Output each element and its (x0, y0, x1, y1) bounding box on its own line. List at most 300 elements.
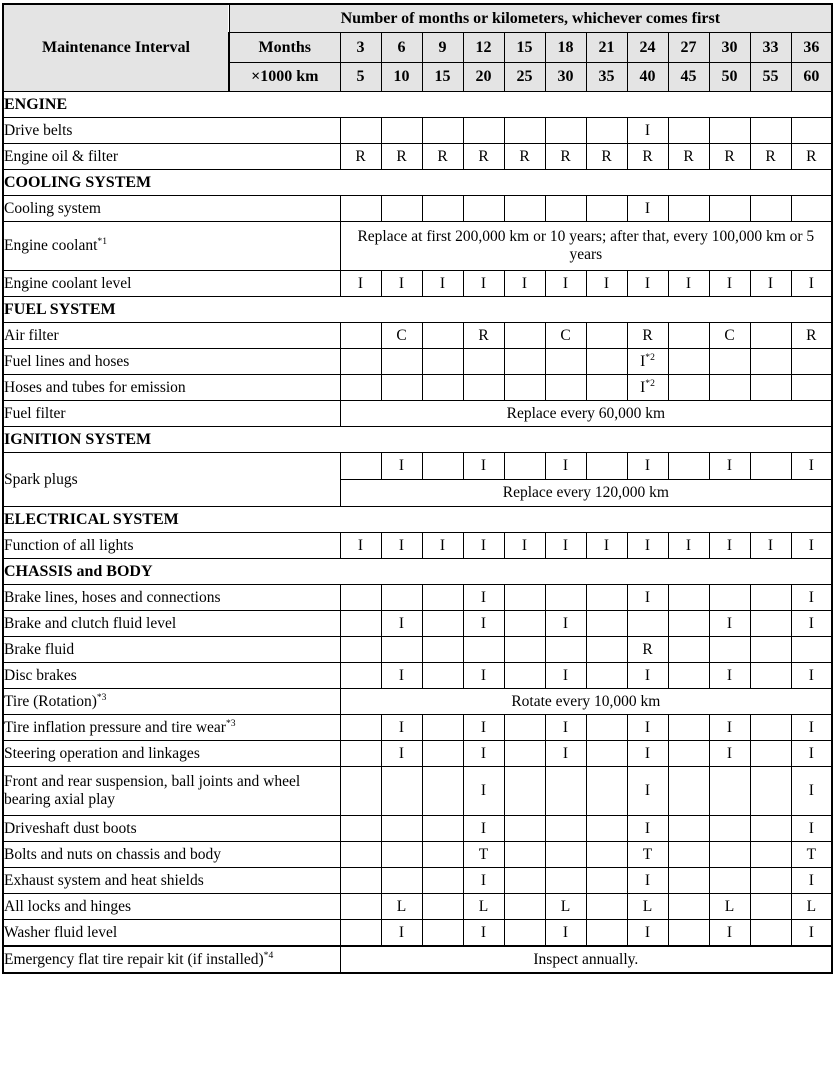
interval-cell (504, 585, 545, 611)
interval-cell: I (586, 533, 627, 559)
interval-cell (340, 868, 381, 894)
table-row (3, 585, 832, 611)
interval-cell (381, 637, 422, 663)
interval-cell: R (709, 144, 750, 170)
interval-cell (586, 894, 627, 920)
interval-cell (504, 375, 545, 401)
table-row (3, 533, 832, 559)
interval-cell (340, 349, 381, 375)
interval-cell: R (504, 144, 545, 170)
interval-cell (709, 375, 750, 401)
interval-cell: I (381, 533, 422, 559)
interval-cell (381, 196, 422, 222)
interval-cell (627, 611, 668, 637)
interval-cell (668, 894, 709, 920)
interval-cell (504, 741, 545, 767)
interval-cell: I (340, 533, 381, 559)
interval-cell (791, 637, 832, 663)
interval-cell: R (668, 144, 709, 170)
row-label: Washer fluid level (3, 920, 340, 947)
table-row (3, 349, 832, 375)
interval-cell (709, 868, 750, 894)
month-value-cell: 15 (504, 33, 545, 63)
interval-cell (381, 585, 422, 611)
interval-cell (709, 767, 750, 816)
interval-cell: I (791, 767, 832, 816)
interval-cell: R (545, 144, 586, 170)
interval-cell: T (627, 842, 668, 868)
interval-cell: I (463, 741, 504, 767)
km-value-cell: 45 (668, 63, 709, 92)
table-row (3, 689, 832, 715)
interval-cell: L (545, 894, 586, 920)
table-row (3, 663, 832, 689)
table-row (3, 920, 832, 947)
section-row (3, 170, 832, 196)
interval-cell: I (791, 585, 832, 611)
interval-cell (504, 816, 545, 842)
interval-cell: I (463, 585, 504, 611)
km-value-cell: 40 (627, 63, 668, 92)
row-label: Emergency flat tire repair kit (if installed)$^{*4}$ (3, 946, 340, 973)
interval-cell (709, 816, 750, 842)
row-label: Brake and clutch fluid level (3, 611, 340, 637)
interval-cell: R (381, 144, 422, 170)
interval-cell (422, 611, 463, 637)
interval-cell (586, 920, 627, 947)
interval-cell (586, 767, 627, 816)
km-label-cell: ×1000 km (229, 63, 340, 92)
table-row (3, 946, 832, 973)
interval-cell (463, 196, 504, 222)
row-label: Front and rear suspension, ball joints and wheel bearing axial play (3, 767, 340, 816)
interval-cell: L (463, 894, 504, 920)
table-row (3, 842, 832, 868)
schedule-body (3, 92, 832, 974)
interval-cell (422, 741, 463, 767)
table-row (3, 868, 832, 894)
interval-cell: I (381, 453, 422, 480)
month-value-cell: 21 (586, 33, 627, 63)
interval-cell: I (791, 741, 832, 767)
section-label: COOLING SYSTEM (3, 170, 832, 196)
interval-cell: I (791, 663, 832, 689)
interval-cell (668, 611, 709, 637)
interval-cell (750, 196, 791, 222)
km-value-cell: 15 (422, 63, 463, 92)
interval-note-cell: Replace every 60,000 km (340, 401, 832, 427)
row-label: Fuel lines and hoses (3, 349, 340, 375)
interval-cell: R (586, 144, 627, 170)
interval-cell: I (545, 533, 586, 559)
section-row (3, 92, 832, 118)
interval-cell (545, 767, 586, 816)
interval-cell (463, 637, 504, 663)
interval-cell (545, 816, 586, 842)
interval-cell (422, 196, 463, 222)
interval-cell (422, 349, 463, 375)
interval-cell: I (340, 271, 381, 297)
interval-cell (340, 196, 381, 222)
interval-cell: I (627, 715, 668, 741)
table-row (3, 401, 832, 427)
interval-cell (422, 637, 463, 663)
interval-cell (791, 349, 832, 375)
row-label: Brake fluid (3, 637, 340, 663)
interval-cell: I (463, 715, 504, 741)
interval-cell (422, 453, 463, 480)
month-value-cell: 6 (381, 33, 422, 63)
interval-cell (504, 196, 545, 222)
interval-cell: I (463, 767, 504, 816)
table-row (3, 144, 832, 170)
interval-cell: I (627, 816, 668, 842)
table-row (3, 816, 832, 842)
interval-cell (586, 868, 627, 894)
interval-cell (422, 767, 463, 816)
interval-note-cell: Replace every 120,000 km (340, 480, 832, 507)
interval-cell: C (709, 323, 750, 349)
interval-cell (750, 816, 791, 842)
interval-cell (586, 611, 627, 637)
interval-cell (504, 842, 545, 868)
interval-cell: I (422, 271, 463, 297)
row-label: Drive belts (3, 118, 340, 144)
interval-cell: I (627, 741, 668, 767)
month-value-cell: 12 (463, 33, 504, 63)
interval-cell (750, 715, 791, 741)
row-label: Engine oil & filter (3, 144, 340, 170)
interval-cell (586, 663, 627, 689)
interval-cell (586, 323, 627, 349)
interval-cell (504, 920, 545, 947)
month-value-cell: 30 (709, 33, 750, 63)
table-row (3, 222, 832, 271)
interval-cell (340, 585, 381, 611)
table-row (3, 375, 832, 401)
interval-cell (504, 323, 545, 349)
interval-cell (668, 663, 709, 689)
interval-note-cell: Inspect annually. (340, 946, 832, 973)
interval-cell: C (381, 323, 422, 349)
km-value-cell: 60 (791, 63, 832, 92)
section-label: ELECTRICAL SYSTEM (3, 507, 832, 533)
interval-cell (586, 453, 627, 480)
interval-cell (381, 842, 422, 868)
row-label: Air filter (3, 323, 340, 349)
km-value-cell: 35 (586, 63, 627, 92)
interval-cell (504, 715, 545, 741)
section-row (3, 427, 832, 453)
interval-cell: C (545, 323, 586, 349)
interval-cell (504, 349, 545, 375)
interval-cell: I (791, 868, 832, 894)
interval-cell (422, 323, 463, 349)
interval-cell: I (791, 453, 832, 480)
interval-cell (750, 868, 791, 894)
interval-cell (668, 323, 709, 349)
interval-cell (791, 375, 832, 401)
row-label: All locks and hinges (3, 894, 340, 920)
interval-cell: I (504, 533, 545, 559)
interval-cell: I (791, 611, 832, 637)
interval-cell (709, 637, 750, 663)
month-value-cell: 3 (340, 33, 381, 63)
interval-cell (340, 715, 381, 741)
row-label: Engine coolant$^{*1}$ (3, 222, 340, 271)
row-label: Disc brakes (3, 663, 340, 689)
interval-cell: I (709, 920, 750, 947)
interval-cell: I (545, 741, 586, 767)
interval-cell: I (545, 920, 586, 947)
interval-cell: R (791, 144, 832, 170)
interval-cell (422, 663, 463, 689)
month-value-cell: 24 (627, 33, 668, 63)
interval-cell (381, 349, 422, 375)
interval-cell (381, 868, 422, 894)
interval-cell: I (791, 715, 832, 741)
interval-cell: R (627, 144, 668, 170)
interval-cell (381, 375, 422, 401)
interval-cell (545, 196, 586, 222)
interval-cell (504, 868, 545, 894)
month-value-cell: 33 (750, 33, 791, 63)
interval-cell (504, 611, 545, 637)
interval-cell (463, 349, 504, 375)
interval-cell (668, 349, 709, 375)
interval-cell (504, 663, 545, 689)
interval-cell (750, 349, 791, 375)
interval-cell (586, 375, 627, 401)
interval-cell (750, 741, 791, 767)
row-label: Tire (Rotation)$^{*3}$ (3, 689, 340, 715)
maintenance-schedule-table (2, 3, 833, 974)
interval-cell (709, 842, 750, 868)
interval-note-cell: Rotate every 10,000 km (340, 689, 832, 715)
section-label: FUEL SYSTEM (3, 297, 832, 323)
interval-cell (586, 816, 627, 842)
interval-cell: I (627, 767, 668, 816)
interval-cell: I (463, 453, 504, 480)
interval-cell (381, 767, 422, 816)
interval-cell: R (750, 144, 791, 170)
interval-cell: L (709, 894, 750, 920)
table-row (3, 894, 832, 920)
interval-cell: I (709, 271, 750, 297)
interval-cell: I (381, 663, 422, 689)
km-value-cell: 25 (504, 63, 545, 92)
interval-cell (709, 349, 750, 375)
interval-cell (340, 375, 381, 401)
table-row (3, 271, 832, 297)
interval-cell (791, 118, 832, 144)
interval-cell (381, 118, 422, 144)
interval-cell (545, 585, 586, 611)
interval-cell (463, 118, 504, 144)
interval-cell (668, 637, 709, 663)
interval-cell (340, 118, 381, 144)
interval-cell: I (463, 533, 504, 559)
table-row (3, 118, 832, 144)
interval-cell (750, 118, 791, 144)
interval-cell: I (381, 271, 422, 297)
interval-cell: I (381, 715, 422, 741)
interval-cell (545, 349, 586, 375)
interval-cell: I (709, 611, 750, 637)
interval-cell (668, 868, 709, 894)
interval-cell: I (463, 920, 504, 947)
interval-cell: R (463, 323, 504, 349)
row-label: Hoses and tubes for emission (3, 375, 340, 401)
km-value-cell: 50 (709, 63, 750, 92)
interval-cell: R (422, 144, 463, 170)
interval-cell (750, 767, 791, 816)
interval-cell (422, 715, 463, 741)
interval-cell (340, 920, 381, 947)
interval-cell: R (791, 323, 832, 349)
table-row (3, 196, 832, 222)
interval-cell (340, 842, 381, 868)
interval-cell (750, 375, 791, 401)
interval-cell (340, 663, 381, 689)
interval-cell: I (627, 533, 668, 559)
interval-cell (504, 453, 545, 480)
interval-cell (709, 196, 750, 222)
months-label-cell: Months (229, 33, 340, 63)
month-value-cell: 18 (545, 33, 586, 63)
interval-cell: I (791, 271, 832, 297)
interval-cell (545, 637, 586, 663)
interval-cell: I (627, 868, 668, 894)
row-label: Function of all lights (3, 533, 340, 559)
interval-cell: I (627, 585, 668, 611)
interval-cell: I (750, 533, 791, 559)
interval-cell (750, 453, 791, 480)
interval-cell (340, 741, 381, 767)
table-row (3, 715, 832, 741)
months-or-kilometers-header: Number of months or kilometers, whichever comes first (229, 4, 832, 33)
interval-cell: I (627, 118, 668, 144)
interval-note-cell: Replace at first 200,000 km or 10 years; after that, every 100,000 km or 5 years (340, 222, 832, 271)
row-label: Bolts and nuts on chassis and body (3, 842, 340, 868)
interval-cell (709, 585, 750, 611)
interval-cell: I (627, 663, 668, 689)
interval-cell: L (381, 894, 422, 920)
section-label: ENGINE (3, 92, 832, 118)
interval-cell (422, 868, 463, 894)
row-label: Tire inflation pressure and tire wear$^{*3}$ (3, 715, 340, 741)
interval-cell (750, 894, 791, 920)
interval-cell (504, 118, 545, 144)
interval-cell: I (463, 271, 504, 297)
interval-cell: R (340, 144, 381, 170)
km-value-cell: 10 (381, 63, 422, 92)
interval-cell (422, 920, 463, 947)
interval-cell (750, 920, 791, 947)
interval-cell (668, 375, 709, 401)
maintenance-interval-header: Maintenance Interval (3, 4, 229, 92)
interval-cell (750, 663, 791, 689)
interval-cell: I (709, 663, 750, 689)
interval-cell: I (668, 533, 709, 559)
interval-cell (668, 118, 709, 144)
table-row (3, 741, 832, 767)
interval-cell: I (709, 533, 750, 559)
interval-cell: L (627, 894, 668, 920)
interval-cell (381, 816, 422, 842)
interval-cell (545, 842, 586, 868)
interval-cell (586, 196, 627, 222)
interval-cell: I (545, 611, 586, 637)
interval-cell (586, 715, 627, 741)
interval-cell (545, 868, 586, 894)
km-value-cell: 20 (463, 63, 504, 92)
interval-cell (750, 842, 791, 868)
row-label: Spark plugs (3, 453, 340, 507)
table-header (3, 4, 832, 92)
row-label: Fuel filter (3, 401, 340, 427)
interval-cell (422, 585, 463, 611)
interval-cell: I (791, 920, 832, 947)
interval-cell: I (627, 196, 668, 222)
interval-cell (422, 816, 463, 842)
interval-cell (586, 842, 627, 868)
interval-cell (668, 196, 709, 222)
interval-cell (504, 894, 545, 920)
section-row (3, 297, 832, 323)
interval-cell: I (750, 271, 791, 297)
row-label: Driveshaft dust boots (3, 816, 340, 842)
interval-cell: I (381, 741, 422, 767)
interval-cell (340, 816, 381, 842)
interval-cell (668, 585, 709, 611)
interval-cell (422, 118, 463, 144)
interval-cell (504, 767, 545, 816)
interval-cell: I (627, 271, 668, 297)
interval-cell: I (381, 920, 422, 947)
header-row-title (3, 4, 832, 33)
section-row (3, 507, 832, 533)
interval-cell (668, 816, 709, 842)
interval-cell: I (709, 453, 750, 480)
interval-cell: I (422, 533, 463, 559)
section-label: IGNITION SYSTEM (3, 427, 832, 453)
interval-cell: I (545, 663, 586, 689)
interval-cell: T (463, 842, 504, 868)
interval-cell (668, 453, 709, 480)
interval-cell (340, 453, 381, 480)
interval-cell: I (627, 453, 668, 480)
interval-cell (586, 637, 627, 663)
interval-cell (750, 637, 791, 663)
interval-cell: I (381, 611, 422, 637)
table-row (3, 637, 832, 663)
interval-cell (750, 323, 791, 349)
interval-cell: T (791, 842, 832, 868)
interval-cell (340, 323, 381, 349)
interval-cell: I (545, 271, 586, 297)
interval-cell (340, 894, 381, 920)
interval-cell (668, 842, 709, 868)
interval-cell: I (791, 816, 832, 842)
interval-cell (586, 118, 627, 144)
interval-cell: I (545, 715, 586, 741)
month-value-cell: 9 (422, 33, 463, 63)
interval-cell (340, 611, 381, 637)
interval-cell: I (504, 271, 545, 297)
row-label: Steering operation and linkages (3, 741, 340, 767)
section-row (3, 559, 832, 585)
